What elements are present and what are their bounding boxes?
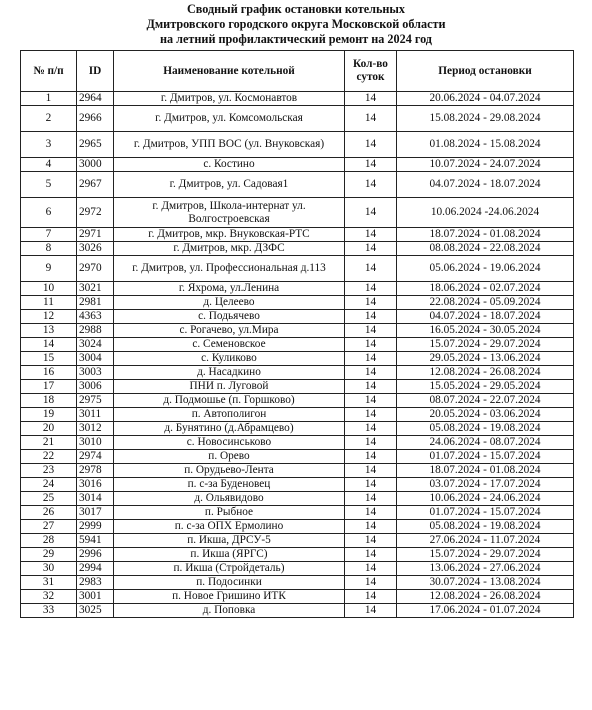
cell-name: п. с-за Буденовец xyxy=(114,478,345,492)
cell-num: 4 xyxy=(21,158,77,172)
cell-id: 2971 xyxy=(77,228,114,242)
cell-days: 14 xyxy=(345,534,397,548)
cell-num: 18 xyxy=(21,394,77,408)
table-row xyxy=(21,380,574,394)
cell-period: 04.07.2024 - 18.07.2024 xyxy=(397,310,574,324)
cell-period: 20.05.2024 - 03.06.2024 xyxy=(397,408,574,422)
cell-id: 2975 xyxy=(77,394,114,408)
cell-id: 3012 xyxy=(77,422,114,436)
cell-period: 05.08.2024 - 19.08.2024 xyxy=(397,520,574,534)
cell-name: г. Дмитров, мкр. ДЗФС xyxy=(114,242,345,256)
cell-num: 9 xyxy=(21,256,77,282)
cell-period: 08.07.2024 - 22.07.2024 xyxy=(397,394,574,408)
cell-name: с. Рогачево, ул.Мира xyxy=(114,324,345,338)
cell-days: 14 xyxy=(345,450,397,464)
cell-id: 2970 xyxy=(77,256,114,282)
cell-period: 15.07.2024 - 29.07.2024 xyxy=(397,548,574,562)
header-period: Период остановки xyxy=(397,51,574,92)
cell-period: 10.07.2024 - 24.07.2024 xyxy=(397,158,574,172)
cell-days: 14 xyxy=(345,352,397,366)
cell-period: 04.07.2024 - 18.07.2024 xyxy=(397,172,574,198)
cell-id: 2988 xyxy=(77,324,114,338)
table-row xyxy=(21,506,574,520)
title-line-2: Дмитровского городского округа Московской области xyxy=(146,17,446,31)
cell-days: 14 xyxy=(345,256,397,282)
cell-name: с. Новосинськово xyxy=(114,436,345,450)
cell-id: 3001 xyxy=(77,590,114,604)
cell-name: п. с-за ОПХ Ермолино xyxy=(114,520,345,534)
cell-num: 5 xyxy=(21,172,77,198)
cell-days: 14 xyxy=(345,478,397,492)
table-row xyxy=(21,590,574,604)
table-body xyxy=(21,92,574,618)
cell-name: п. Новое Гришино ИТК xyxy=(114,590,345,604)
cell-days: 14 xyxy=(345,198,397,228)
table-row xyxy=(21,422,574,436)
cell-name: ПНИ п. Луговой xyxy=(114,380,345,394)
cell-name: п. Рыбное xyxy=(114,506,345,520)
cell-name: п. Автополигон xyxy=(114,408,345,422)
cell-num: 30 xyxy=(21,562,77,576)
cell-name: п. Подосинки xyxy=(114,576,345,590)
cell-id: 3014 xyxy=(77,492,114,506)
cell-days: 14 xyxy=(345,380,397,394)
cell-name: п. Орудьево-Лента xyxy=(114,464,345,478)
cell-days: 14 xyxy=(345,92,397,106)
cell-num: 8 xyxy=(21,242,77,256)
cell-num: 21 xyxy=(21,436,77,450)
cell-num: 26 xyxy=(21,506,77,520)
cell-num: 15 xyxy=(21,352,77,366)
table-row xyxy=(21,366,574,380)
cell-num: 11 xyxy=(21,296,77,310)
cell-period: 27.06.2024 - 11.07.2024 xyxy=(397,534,574,548)
cell-days: 14 xyxy=(345,576,397,590)
cell-name: с. Костино xyxy=(114,158,345,172)
cell-num: 13 xyxy=(21,324,77,338)
table-row xyxy=(21,228,574,242)
cell-name: д. Целеево xyxy=(114,296,345,310)
cell-name: п. Икша (ЯРГС) xyxy=(114,548,345,562)
table-row xyxy=(21,92,574,106)
cell-num: 17 xyxy=(21,380,77,394)
cell-days: 14 xyxy=(345,132,397,158)
cell-num: 2 xyxy=(21,106,77,132)
cell-days: 14 xyxy=(345,338,397,352)
cell-name: д. Подмошье (п. Горшково) xyxy=(114,394,345,408)
cell-name: г. Дмитров, мкр. Внуковская-РТС xyxy=(114,228,345,242)
table-row xyxy=(21,534,574,548)
cell-id: 2967 xyxy=(77,172,114,198)
cell-name: д. Насадкино xyxy=(114,366,345,380)
cell-period: 18.06.2024 - 02.07.2024 xyxy=(397,282,574,296)
cell-name: г. Дмитров, ул. Комсомольская xyxy=(114,106,345,132)
table-row xyxy=(21,338,574,352)
cell-days: 14 xyxy=(345,590,397,604)
cell-id: 3024 xyxy=(77,338,114,352)
cell-num: 14 xyxy=(21,338,77,352)
cell-name: г. Дмитров, ул. Космонавтов xyxy=(114,92,345,106)
cell-days: 14 xyxy=(345,242,397,256)
cell-days: 14 xyxy=(345,408,397,422)
cell-period: 29.05.2024 - 13.06.2024 xyxy=(397,352,574,366)
cell-name: г. Яхрома, ул.Ленина xyxy=(114,282,345,296)
cell-id: 3011 xyxy=(77,408,114,422)
cell-num: 1 xyxy=(21,92,77,106)
cell-id: 3006 xyxy=(77,380,114,394)
cell-days: 14 xyxy=(345,506,397,520)
table-row xyxy=(21,436,574,450)
cell-period: 12.08.2024 - 26.08.2024 xyxy=(397,590,574,604)
cell-num: 32 xyxy=(21,590,77,604)
table-row xyxy=(21,520,574,534)
cell-days: 14 xyxy=(345,366,397,380)
cell-period: 30.07.2024 - 13.08.2024 xyxy=(397,576,574,590)
cell-days: 14 xyxy=(345,324,397,338)
cell-days: 14 xyxy=(345,296,397,310)
cell-name: с. Подьячево xyxy=(114,310,345,324)
header-name: Наименование котельной xyxy=(114,51,345,92)
cell-num: 31 xyxy=(21,576,77,590)
cell-id: 2964 xyxy=(77,92,114,106)
cell-days: 14 xyxy=(345,172,397,198)
cell-period: 20.06.2024 - 04.07.2024 xyxy=(397,92,574,106)
title-line-1: Сводный график остановки котельных xyxy=(186,2,406,16)
cell-days: 14 xyxy=(345,228,397,242)
cell-days: 14 xyxy=(345,492,397,506)
cell-num: 33 xyxy=(21,604,77,618)
cell-name: д. Бунятино (д.Абрамцево) xyxy=(114,422,345,436)
cell-period: 24.06.2024 - 08.07.2024 xyxy=(397,436,574,450)
cell-id: 3003 xyxy=(77,366,114,380)
cell-id: 2974 xyxy=(77,450,114,464)
cell-name: с. Семеновское xyxy=(114,338,345,352)
cell-days: 14 xyxy=(345,158,397,172)
table-row xyxy=(21,576,574,590)
cell-name: г. Дмитров, Школа-интернат ул. Волгостроевская xyxy=(114,198,345,228)
cell-num: 25 xyxy=(21,492,77,506)
table-row xyxy=(21,242,574,256)
table-row xyxy=(21,172,574,198)
cell-num: 12 xyxy=(21,310,77,324)
cell-name: п. Икша, ДРСУ-5 xyxy=(114,534,345,548)
header-id: ID xyxy=(77,51,114,92)
cell-id: 3025 xyxy=(77,604,114,618)
header-days xyxy=(345,51,397,92)
table-row xyxy=(21,450,574,464)
cell-period: 17.06.2024 - 01.07.2024 xyxy=(397,604,574,618)
cell-id: 3017 xyxy=(77,506,114,520)
cell-period: 18.07.2024 - 01.08.2024 xyxy=(397,228,574,242)
table-row xyxy=(21,408,574,422)
table-row xyxy=(21,256,574,282)
cell-id: 2981 xyxy=(77,296,114,310)
cell-period: 01.08.2024 - 15.08.2024 xyxy=(397,132,574,158)
cell-id: 3021 xyxy=(77,282,114,296)
cell-id: 3026 xyxy=(77,242,114,256)
table-row xyxy=(21,158,574,172)
table-row xyxy=(21,132,574,158)
cell-num: 3 xyxy=(21,132,77,158)
cell-id: 5941 xyxy=(77,534,114,548)
cell-period: 01.07.2024 - 15.07.2024 xyxy=(397,450,574,464)
cell-name: с. Куликово xyxy=(114,352,345,366)
cell-name: д. Поповка xyxy=(114,604,345,618)
cell-num: 6 xyxy=(21,198,77,228)
cell-id: 3010 xyxy=(77,436,114,450)
cell-name: г. Дмитров, УПП ВОС (ул. Внуковская) xyxy=(114,132,345,158)
table-row xyxy=(21,352,574,366)
cell-num: 28 xyxy=(21,534,77,548)
table-row xyxy=(21,324,574,338)
table-row xyxy=(21,296,574,310)
cell-period: 18.07.2024 - 01.08.2024 xyxy=(397,464,574,478)
cell-name: г. Дмитров, ул. Профессиональная д.113 xyxy=(114,256,345,282)
cell-days: 14 xyxy=(345,436,397,450)
cell-period: 15.08.2024 - 29.08.2024 xyxy=(397,106,574,132)
cell-num: 7 xyxy=(21,228,77,242)
header-num: № п/п xyxy=(21,51,77,92)
cell-id: 2999 xyxy=(77,520,114,534)
cell-days: 14 xyxy=(345,562,397,576)
cell-period: 08.08.2024 - 22.08.2024 xyxy=(397,242,574,256)
cell-days: 14 xyxy=(345,106,397,132)
cell-num: 10 xyxy=(21,282,77,296)
cell-period: 03.07.2024 - 17.07.2024 xyxy=(397,478,574,492)
document-title xyxy=(0,2,592,47)
cell-days: 14 xyxy=(345,520,397,534)
table-row xyxy=(21,282,574,296)
header-days-label: Кол-во суток xyxy=(353,58,388,83)
cell-name: п. Орево xyxy=(114,450,345,464)
cell-id: 2965 xyxy=(77,132,114,158)
cell-id: 2972 xyxy=(77,198,114,228)
cell-period: 10.06.2024 - 24.06.2024 xyxy=(397,492,574,506)
cell-id: 3004 xyxy=(77,352,114,366)
cell-num: 29 xyxy=(21,548,77,562)
cell-period: 13.06.2024 - 27.06.2024 xyxy=(397,562,574,576)
cell-period: 22.08.2024 - 05.09.2024 xyxy=(397,296,574,310)
cell-days: 14 xyxy=(345,464,397,478)
cell-id: 2966 xyxy=(77,106,114,132)
table-row xyxy=(21,198,574,228)
cell-num: 22 xyxy=(21,450,77,464)
cell-num: 24 xyxy=(21,478,77,492)
cell-id: 2978 xyxy=(77,464,114,478)
cell-num: 19 xyxy=(21,408,77,422)
table-header-row xyxy=(21,51,574,92)
cell-name: г. Дмитров, ул. Садовая1 xyxy=(114,172,345,198)
cell-period: 05.08.2024 - 19.08.2024 xyxy=(397,422,574,436)
cell-period: 15.07.2024 - 29.07.2024 xyxy=(397,338,574,352)
cell-period: 16.05.2024 - 30.05.2024 xyxy=(397,324,574,338)
cell-days: 14 xyxy=(345,604,397,618)
table-row xyxy=(21,394,574,408)
schedule-table xyxy=(20,50,574,618)
cell-period: 15.05.2024 - 29.05.2024 xyxy=(397,380,574,394)
title-line-3: на летний профилактический ремонт на 2024 год xyxy=(160,32,432,46)
table-row xyxy=(21,478,574,492)
table-row xyxy=(21,464,574,478)
cell-period: 05.06.2024 - 19.06.2024 xyxy=(397,256,574,282)
cell-period: 01.07.2024 - 15.07.2024 xyxy=(397,506,574,520)
cell-id: 2996 xyxy=(77,548,114,562)
cell-id: 2983 xyxy=(77,576,114,590)
table-row xyxy=(21,604,574,618)
cell-id: 4363 xyxy=(77,310,114,324)
cell-days: 14 xyxy=(345,394,397,408)
cell-period: 12.08.2024 - 26.08.2024 xyxy=(397,366,574,380)
table-row xyxy=(21,310,574,324)
cell-days: 14 xyxy=(345,310,397,324)
cell-id: 3000 xyxy=(77,158,114,172)
cell-name: д. Ольявидово xyxy=(114,492,345,506)
table-row xyxy=(21,548,574,562)
table-row xyxy=(21,492,574,506)
cell-days: 14 xyxy=(345,282,397,296)
cell-num: 20 xyxy=(21,422,77,436)
cell-num: 23 xyxy=(21,464,77,478)
cell-days: 14 xyxy=(345,548,397,562)
cell-num: 27 xyxy=(21,520,77,534)
cell-period: 10.06.2024 -24.06.2024 xyxy=(397,198,574,228)
cell-id: 3016 xyxy=(77,478,114,492)
cell-id: 2994 xyxy=(77,562,114,576)
table-row xyxy=(21,106,574,132)
cell-num: 16 xyxy=(21,366,77,380)
table-row xyxy=(21,562,574,576)
cell-name: п. Икша (Стройдеталь) xyxy=(114,562,345,576)
cell-days: 14 xyxy=(345,422,397,436)
